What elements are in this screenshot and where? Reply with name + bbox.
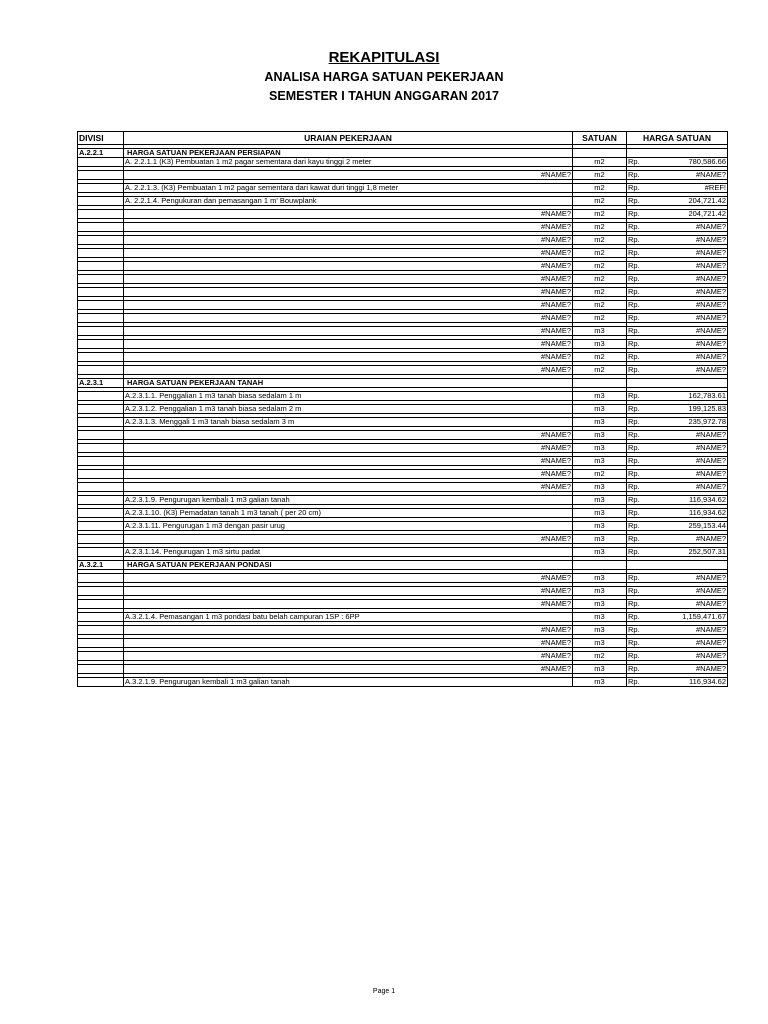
divisi-cell [78,600,124,609]
harga-value: #NAME? [645,249,728,258]
uraian-cell: #NAME? [124,483,573,492]
uraian-cell: #NAME? [124,665,573,674]
divisi-cell [78,678,124,687]
harga-value: #NAME? [645,288,728,297]
table-row[interactable] [78,613,728,622]
page-footer: Page 1 [372,988,396,995]
harga-value: 204,721.42 [645,210,728,219]
divisi-cell [78,431,124,440]
table-row[interactable] [78,496,728,505]
section-header-row[interactable] [78,149,728,158]
section-header-row[interactable] [78,561,728,570]
satuan-cell: m2 [573,197,627,206]
table-row[interactable] [78,626,728,635]
uraian-cell: #NAME? [124,275,573,284]
harga-value: #NAME? [645,665,728,674]
uraian-cell: #NAME? [124,262,573,271]
divisi-cell [78,444,124,453]
harga-value: 235,972.78 [645,418,728,427]
harga-cell [627,149,728,158]
divisi-code: A.2.2.1 [78,149,124,158]
divisi-code: A.3.2.1 [78,561,124,570]
harga-value: #NAME? [645,470,728,479]
table-row[interactable] [78,509,728,518]
uraian-cell: #NAME? [124,535,573,544]
divisi-cell [78,340,124,349]
currency-label: Rp. [627,158,645,167]
satuan-cell: m2 [573,223,627,232]
table-row[interactable] [78,158,728,167]
table-row[interactable] [78,353,728,362]
table-row[interactable] [78,301,728,310]
uraian-cell: A.2.3.1.2. Penggalian 1 m3 tanah biasa sedalam 2 m [124,405,573,414]
harga-value: #NAME? [645,314,728,323]
satuan-cell: m2 [573,249,627,258]
currency-label: Rp. [627,392,645,401]
divisi-cell [78,652,124,661]
satuan-cell: m2 [573,275,627,284]
table-row[interactable] [78,418,728,427]
harga-value: #NAME? [645,483,728,492]
divisi-cell [78,184,124,193]
currency-label: Rp. [627,483,645,492]
divisi-cell [78,314,124,323]
divisi-cell [78,496,124,505]
currency-label: Rp. [627,236,645,245]
harga-value: 204,721.42 [645,197,728,206]
currency-label: Rp. [627,197,645,206]
satuan-cell: m3 [573,626,627,635]
uraian-cell: #NAME? [124,301,573,310]
divisi-cell [78,470,124,479]
harga-value: #NAME? [645,223,728,232]
currency-label: Rp. [627,613,645,622]
currency-label: Rp. [627,405,645,414]
satuan-cell: m2 [573,288,627,297]
divisi-cell [78,249,124,258]
satuan-cell: m3 [573,613,627,622]
currency-label: Rp. [627,288,645,297]
currency-label: Rp. [627,548,645,557]
uraian-cell: #NAME? [124,288,573,297]
satuan-cell: m3 [573,457,627,466]
divisi-cell [78,262,124,271]
table-row[interactable] [78,249,728,258]
satuan-cell: m3 [573,483,627,492]
satuan-cell: m3 [573,509,627,518]
uraian-cell: #NAME? [124,353,573,362]
currency-label: Rp. [627,327,645,336]
satuan-cell: m2 [573,301,627,310]
satuan-cell: m2 [573,236,627,245]
uraian-cell: A.2.3.1.14. Pengurugan 1 m3 sirtu padat [124,548,573,557]
currency-label: Rp. [627,639,645,648]
currency-label: Rp. [627,652,645,661]
table-row[interactable] [78,483,728,492]
harga-value: 780,586.66 [645,158,728,167]
currency-label: Rp. [627,301,645,310]
currency-label: Rp. [627,184,645,193]
harga-value: #NAME? [645,366,728,375]
satuan-cell: m2 [573,158,627,167]
currency-label: Rp. [627,600,645,609]
divisi-cell [78,613,124,622]
divisi-cell [78,210,124,219]
harga-value: #NAME? [645,262,728,271]
table-row[interactable] [78,184,728,193]
currency-label: Rp. [627,574,645,583]
satuan-cell: m2 [573,171,627,180]
divisi-cell [78,522,124,531]
divisi-cell [78,509,124,518]
divisi-cell [78,405,124,414]
satuan-cell: m2 [573,184,627,193]
table-row[interactable] [78,197,728,206]
page-subtitle-period: SEMESTER I TAHUN ANGGARAN 2017 [269,89,499,103]
table-row[interactable] [78,405,728,414]
uraian-cell: A. 2.2.1.1 (K3) Pembuatan 1 m2 pagar sementara dari kayu tinggi 2 meter [124,158,573,167]
satuan-cell: m3 [573,496,627,505]
currency-label: Rp. [627,262,645,271]
section-title: HARGA SATUAN PEKERJAAN PONDASI [124,561,573,570]
uraian-cell: #NAME? [124,236,573,245]
satuan-cell [573,379,627,388]
harga-value: 116,934.62 [645,509,728,518]
harga-value: #NAME? [645,275,728,284]
harga-value: #NAME? [645,652,728,661]
harga-value: 116,934.62 [645,496,728,505]
divisi-cell [78,288,124,297]
currency-label: Rp. [627,470,645,479]
currency-label: Rp. [627,275,645,284]
uraian-cell: A.2.3.1.11. Pengurugan 1 m3 dengan pasir urug [124,522,573,531]
satuan-cell: m3 [573,665,627,674]
section-title: HARGA SATUAN PEKERJAAN TANAH [124,379,573,388]
uraian-cell: #NAME? [124,587,573,596]
table-body [78,145,728,687]
divisi-cell [78,171,124,180]
harga-value: #NAME? [645,457,728,466]
satuan-cell: m3 [573,444,627,453]
divisi-cell [78,275,124,284]
table-row[interactable] [78,275,728,284]
currency-label: Rp. [627,587,645,596]
uraian-cell: A.2.3.1.10. (K3) Pemadatan tanah 1 m3 tanah ( per 20 cm) [124,509,573,518]
harga-value: #NAME? [645,535,728,544]
satuan-cell: m2 [573,314,627,323]
satuan-cell: m3 [573,418,627,427]
satuan-cell: m3 [573,574,627,583]
uraian-cell: #NAME? [124,444,573,453]
currency-label: Rp. [627,457,645,466]
uraian-cell: A.3.2.1.9. Pengurugan kembali 1 m3 galian tanah [124,678,573,687]
table-row[interactable] [78,444,728,453]
harga-value: 116,934.62 [645,678,728,687]
uraian-cell: #NAME? [124,639,573,648]
table-row[interactable] [78,366,728,375]
currency-label: Rp. [627,665,645,674]
harga-value: #NAME? [645,236,728,245]
table-row[interactable] [78,171,728,180]
harga-value: 1,159,471.67 [645,613,728,622]
divisi-cell [78,548,124,557]
uraian-cell: #NAME? [124,457,573,466]
header-satuan: SATUAN [573,132,627,145]
divisi-cell [78,197,124,206]
divisi-cell [78,353,124,362]
table-row[interactable] [78,574,728,583]
currency-label: Rp. [627,509,645,518]
uraian-cell: #NAME? [124,210,573,219]
currency-label: Rp. [627,366,645,375]
header-uraian: URAIAN PEKERJAAN [124,132,573,145]
table-row[interactable] [78,262,728,271]
table-row[interactable] [78,665,728,674]
satuan-cell: m3 [573,340,627,349]
satuan-cell: m3 [573,431,627,440]
harga-value: 259,153.44 [645,522,728,531]
divisi-cell [78,626,124,635]
currency-label: Rp. [627,522,645,531]
currency-label: Rp. [627,626,645,635]
currency-label: Rp. [627,431,645,440]
table-row[interactable] [78,548,728,557]
satuan-cell: m3 [573,405,627,414]
divisi-cell [78,639,124,648]
divisi-cell [78,392,124,401]
harga-value: #REF! [645,184,728,193]
satuan-cell [573,561,627,570]
table-row[interactable] [78,639,728,648]
harga-value: #NAME? [645,327,728,336]
divisi-cell [78,301,124,310]
satuan-cell: m2 [573,470,627,479]
harga-value: #NAME? [645,340,728,349]
currency-label: Rp. [627,210,645,219]
divisi-cell [78,457,124,466]
currency-label: Rp. [627,314,645,323]
currency-label: Rp. [627,353,645,362]
harga-cell [627,561,728,570]
harga-value: #NAME? [645,600,728,609]
table-row[interactable] [78,327,728,336]
table-row[interactable] [78,522,728,531]
uraian-cell: #NAME? [124,249,573,258]
harga-value: #NAME? [645,574,728,583]
satuan-cell: m2 [573,366,627,375]
uraian-cell: #NAME? [124,171,573,180]
table-row[interactable] [78,314,728,323]
divisi-code: A.2.3.1 [78,379,124,388]
harga-value: #NAME? [645,626,728,635]
uraian-cell: #NAME? [124,626,573,635]
divisi-cell [78,236,124,245]
harga-value: #NAME? [645,301,728,310]
satuan-cell [573,149,627,158]
divisi-cell [78,665,124,674]
uraian-cell: #NAME? [124,431,573,440]
uraian-cell: #NAME? [124,366,573,375]
uraian-cell: #NAME? [124,223,573,232]
divisi-cell [78,418,124,427]
harga-value: 252,507.31 [645,548,728,557]
divisi-cell [78,574,124,583]
divisi-cell [78,483,124,492]
harga-cell [627,379,728,388]
table-row[interactable] [78,223,728,232]
currency-label: Rp. [627,535,645,544]
uraian-cell: #NAME? [124,574,573,583]
satuan-cell: m2 [573,262,627,271]
uraian-cell: #NAME? [124,327,573,336]
satuan-cell: m3 [573,639,627,648]
table-row[interactable] [78,587,728,596]
satuan-cell: m3 [573,548,627,557]
satuan-cell: m3 [573,600,627,609]
section-title: HARGA SATUAN PEKERJAAN PERSIAPAN [124,149,573,158]
satuan-cell: m3 [573,587,627,596]
currency-label: Rp. [627,418,645,427]
table-row[interactable] [78,652,728,661]
divisi-cell [78,158,124,167]
currency-label: Rp. [627,223,645,232]
table-row[interactable] [78,678,728,687]
divisi-cell [78,535,124,544]
harga-value: #NAME? [645,171,728,180]
table-row[interactable] [78,210,728,219]
table-row[interactable] [78,236,728,245]
satuan-cell: m3 [573,522,627,531]
table-row[interactable] [78,340,728,349]
currency-label: Rp. [627,496,645,505]
uraian-cell: A. 2.2.1.3. (K3) Pembuatan 1 m2 pagar sementara dari kawat duri tinggi 1,8 meter [124,184,573,193]
section-header-row[interactable] [78,379,728,388]
currency-label: Rp. [627,340,645,349]
uraian-cell: A.2.3.1.1. Penggalian 1 m3 tanah biasa sedalam 1 m [124,392,573,401]
harga-value: 162,783.61 [645,392,728,401]
uraian-cell: #NAME? [124,470,573,479]
currency-label: Rp. [627,444,645,453]
uraian-cell: #NAME? [124,340,573,349]
harga-value: #NAME? [645,444,728,453]
satuan-cell: m3 [573,678,627,687]
page-subtitle: ANALISA HARGA SATUAN PEKERJAAN [264,70,504,84]
table-row[interactable] [78,457,728,466]
table-row[interactable] [78,470,728,479]
table-row[interactable] [78,600,728,609]
harga-value: #NAME? [645,431,728,440]
header-divisi: DIVISI [78,132,124,145]
divisi-cell [78,366,124,375]
divisi-cell [78,223,124,232]
table-row[interactable] [78,392,728,401]
satuan-cell: m3 [573,327,627,336]
table-row[interactable] [78,431,728,440]
currency-label: Rp. [627,171,645,180]
uraian-cell: #NAME? [124,600,573,609]
table-row[interactable] [78,535,728,544]
satuan-cell: m2 [573,210,627,219]
satuan-cell: m3 [573,535,627,544]
uraian-cell: A.2.3.1.9. Pengurugan kembali 1 m3 galian tanah [124,496,573,505]
satuan-cell: m2 [573,652,627,661]
divisi-cell [78,327,124,336]
uraian-cell: A.2.3.1.3. Menggali 1 m3 tanah biasa sedalam 3 m [124,418,573,427]
divisi-cell [78,587,124,596]
harga-value: 199,125.83 [645,405,728,414]
satuan-cell: m3 [573,392,627,401]
uraian-cell: #NAME? [124,652,573,661]
rekap-table [77,131,728,687]
currency-label: Rp. [627,678,645,687]
header-harga-satuan: HARGA SATUAN [627,132,728,145]
currency-label: Rp. [627,249,645,258]
uraian-cell: A.3.2.1.4. Pemasangan 1 m3 pondasi batu belah campuran 1SP : 6PP [124,613,573,622]
table-row[interactable] [78,288,728,297]
satuan-cell: m2 [573,353,627,362]
harga-value: #NAME? [645,353,728,362]
harga-value: #NAME? [645,639,728,648]
uraian-cell: #NAME? [124,314,573,323]
page-title: REKAPITULASI [328,49,440,66]
harga-value: #NAME? [645,587,728,596]
uraian-cell: A. 2.2.1.4. Pengukuran dan pemasangan 1 m' Bouwplank [124,197,573,206]
table-header-row [78,132,728,145]
